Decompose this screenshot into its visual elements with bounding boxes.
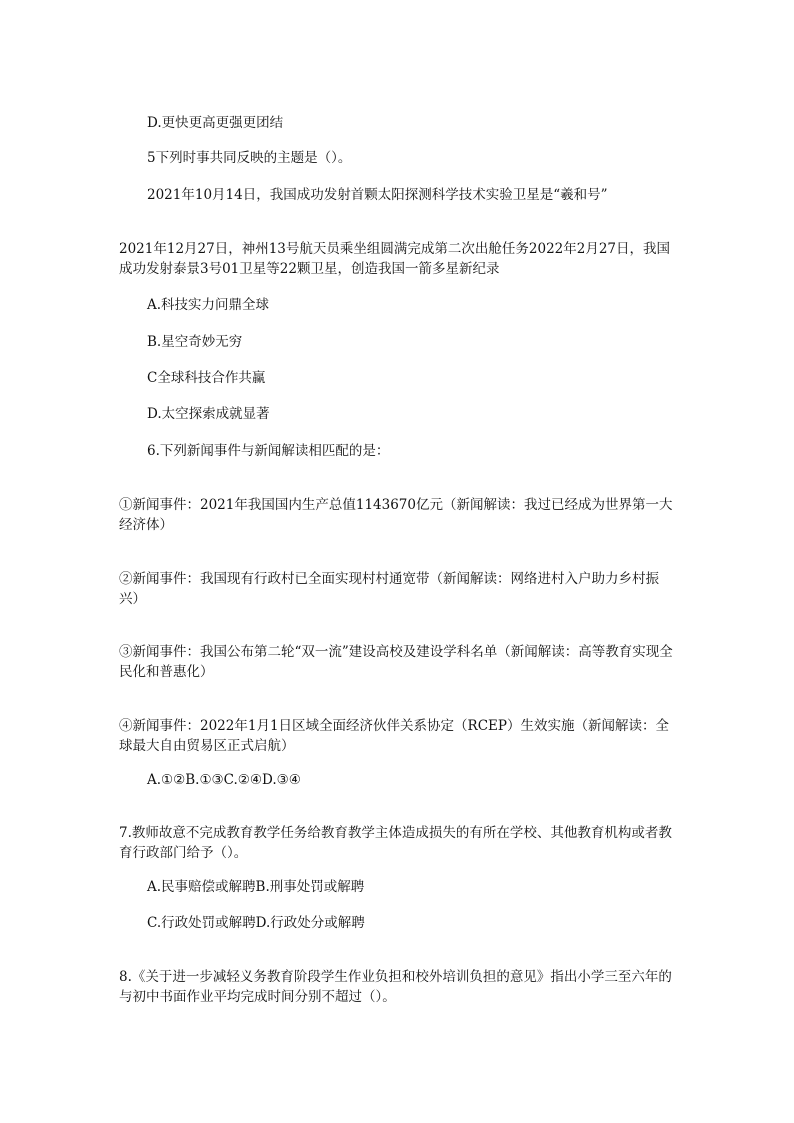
q5-option-c: C全球科技合作共赢 <box>147 370 266 386</box>
q7-options-cd: C.行政处罚或解聘D.行政处分或解聘 <box>147 915 365 931</box>
question-5: 5下列时事共同反映的主题是（）。 <box>147 150 352 166</box>
option-d-q4: D.更快更高更强更团结 <box>147 115 284 131</box>
question-7: 7.教师故意不完成教育教学任务给教育教学主体造成损失的有所在学校、其他教育机构或者教育行政部门给予（）。 <box>119 825 672 861</box>
q5-event-1: 2021年10月14日，我国成功发射首颗太阳探测科学技术实验卫星是“羲和号” <box>147 187 608 203</box>
question-6: 6.下列新闻事件与新闻解读相匹配的是： <box>147 443 390 459</box>
q6-item-1: ①新闻事件：2021年我国国内生产总值1143670亿元（新闻解读：我过已经成为世界第一大经济体） <box>119 497 673 533</box>
q6-item-3: ③新闻事件：我国公布第二轮“双一流”建设高校及建设学科名单（新闻解读：高等教育实现全民化和普惠化） <box>119 644 673 680</box>
q6-item-2: ②新闻事件：我国现有行政村已全面实现村村通宽带（新闻解读：网络进村入户助力乡村振兴） <box>119 571 659 607</box>
q7-options-ab: A.民事赔偿或解聘B.刑事处罚或解聘 <box>147 879 365 895</box>
q5-option-b: B.星空奇妙无穷 <box>147 334 243 350</box>
q5-option-a: A.科技实力问鼎全球 <box>147 297 270 313</box>
q6-options: A.①②B.①③C.②④D.③④ <box>147 772 301 788</box>
q6-item-4: ④新闻事件：2022年1月1日区域全面经济伙伴关系协定（RCEP）生效实施（新闻解读：全球最大自由贸易区正式启航） <box>119 718 669 754</box>
q5-event-2: 2021年12月27日，神州13号航天员乘坐组圆满完成第二次出舱任务2022年2月27日，我国成功发射泰景3号01卫星等22颗卫星，创造我国一箭多星新纪录 <box>119 241 671 277</box>
question-8: 8.《关于进一步减轻义务教育阶段学生作业负担和校外培训负担的意见》指出小学三至六年的与初中书面作业平均完成时间分别不超过（）。 <box>119 969 672 1005</box>
q5-option-d: D.太空探索成就显著 <box>147 406 270 422</box>
